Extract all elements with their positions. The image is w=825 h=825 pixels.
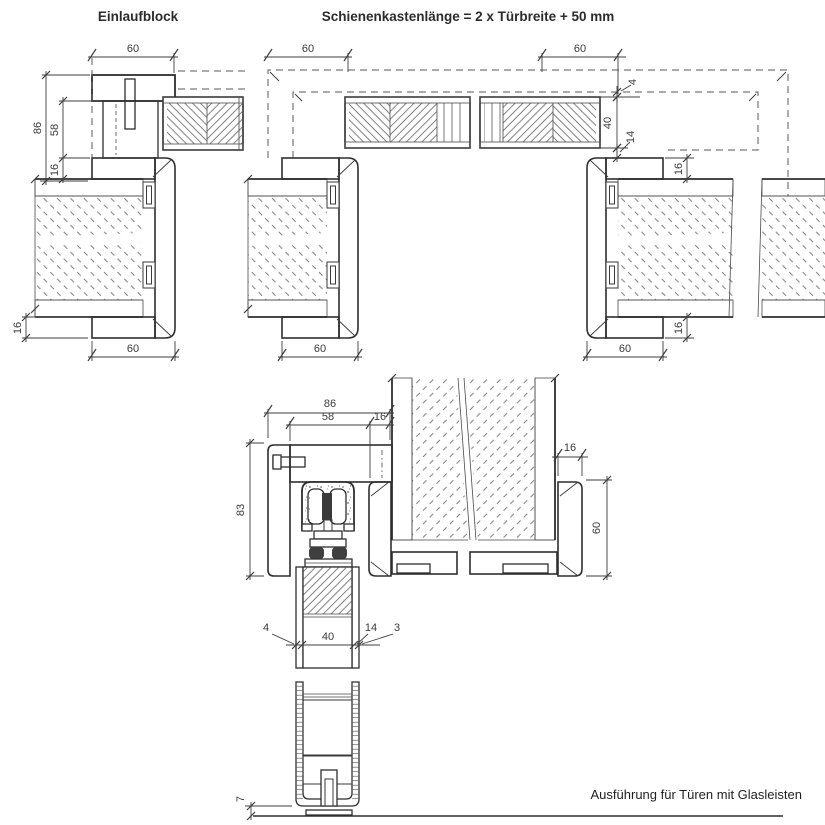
pocket-plan-view (244, 43, 825, 361)
dim-label: 16 (49, 163, 61, 177)
dim-label: 7 (235, 795, 247, 803)
dim-label: 86 (32, 121, 44, 135)
dim-top-width-60 (88, 43, 178, 73)
dim-label: 60 (313, 343, 327, 355)
vertical-section-view (235, 374, 783, 820)
dim-label: 40 (321, 631, 335, 643)
dim-track-height-83 (235, 439, 264, 580)
dim-label: 60 (126, 343, 140, 355)
dim-pocket-left-60 (264, 43, 352, 72)
door-leaf-section (296, 567, 359, 815)
dim-label: 4 (627, 78, 639, 86)
dim-label: 4 (262, 622, 270, 634)
wall-jamb-left (244, 175, 327, 317)
dim-label: 16 (373, 411, 387, 423)
dim-pocket-right-60 (538, 43, 626, 94)
dim-jamb-left-60 (278, 341, 362, 361)
wall-jamb-right (618, 179, 825, 317)
dim-label: 16 (673, 321, 685, 335)
dim-label: 16 (673, 162, 685, 176)
dim-label: 58 (49, 123, 61, 137)
clamp-right (332, 547, 347, 559)
dim-label: 60 (591, 521, 603, 535)
dim-label: 16 (12, 321, 24, 335)
wall-section-left (31, 175, 143, 317)
title-einlaufblock: Einlaufblock (97, 9, 179, 24)
dim-label: 86 (323, 398, 337, 410)
dim-bottom-width-60-left (88, 341, 179, 361)
dim-label: 58 (321, 411, 335, 423)
dim-label: 14 (625, 130, 637, 144)
dim-label: 60 (618, 343, 632, 355)
dim-label: 14 (364, 622, 378, 634)
dim-clearance-4 (600, 79, 640, 103)
floor-guide-slot (321, 770, 337, 806)
einlaufblock-detail-view (12, 43, 246, 361)
dim-jamb-right-60 (583, 341, 667, 361)
dim-label: 60 (301, 43, 315, 55)
dim-label: 16 (563, 442, 577, 454)
dim-door-thickness-40 (602, 93, 621, 154)
dim-flange-bottom-16 (665, 313, 694, 342)
dim-label: 60 (573, 43, 587, 55)
dim-label: 40 (602, 116, 614, 130)
caption-glasleisten: Ausführung für Türen mit Glasleisten (590, 787, 802, 802)
dim-block-height-58 (49, 97, 101, 183)
dim-total-height-86 (32, 71, 90, 185)
dim-label: 3 (393, 622, 401, 634)
floor-guide-plate (306, 810, 352, 815)
door-panel-segment-left (345, 97, 470, 148)
dim-flange-lower-16 (12, 313, 88, 342)
dim-label: 83 (235, 503, 247, 517)
dim-lintel-flange-16 (552, 442, 588, 476)
wall-above (388, 374, 559, 540)
dim-label: 60 (126, 43, 140, 55)
roller-axle (322, 493, 332, 520)
dim-lintel-height-60 (586, 476, 612, 580)
title-formula: Schienenkastenlänge = 2 x Türbreite + 50 mm (321, 9, 615, 24)
clamp-left (309, 547, 324, 559)
door-panel-end (163, 97, 243, 150)
door-panel-segment-right (480, 97, 600, 148)
